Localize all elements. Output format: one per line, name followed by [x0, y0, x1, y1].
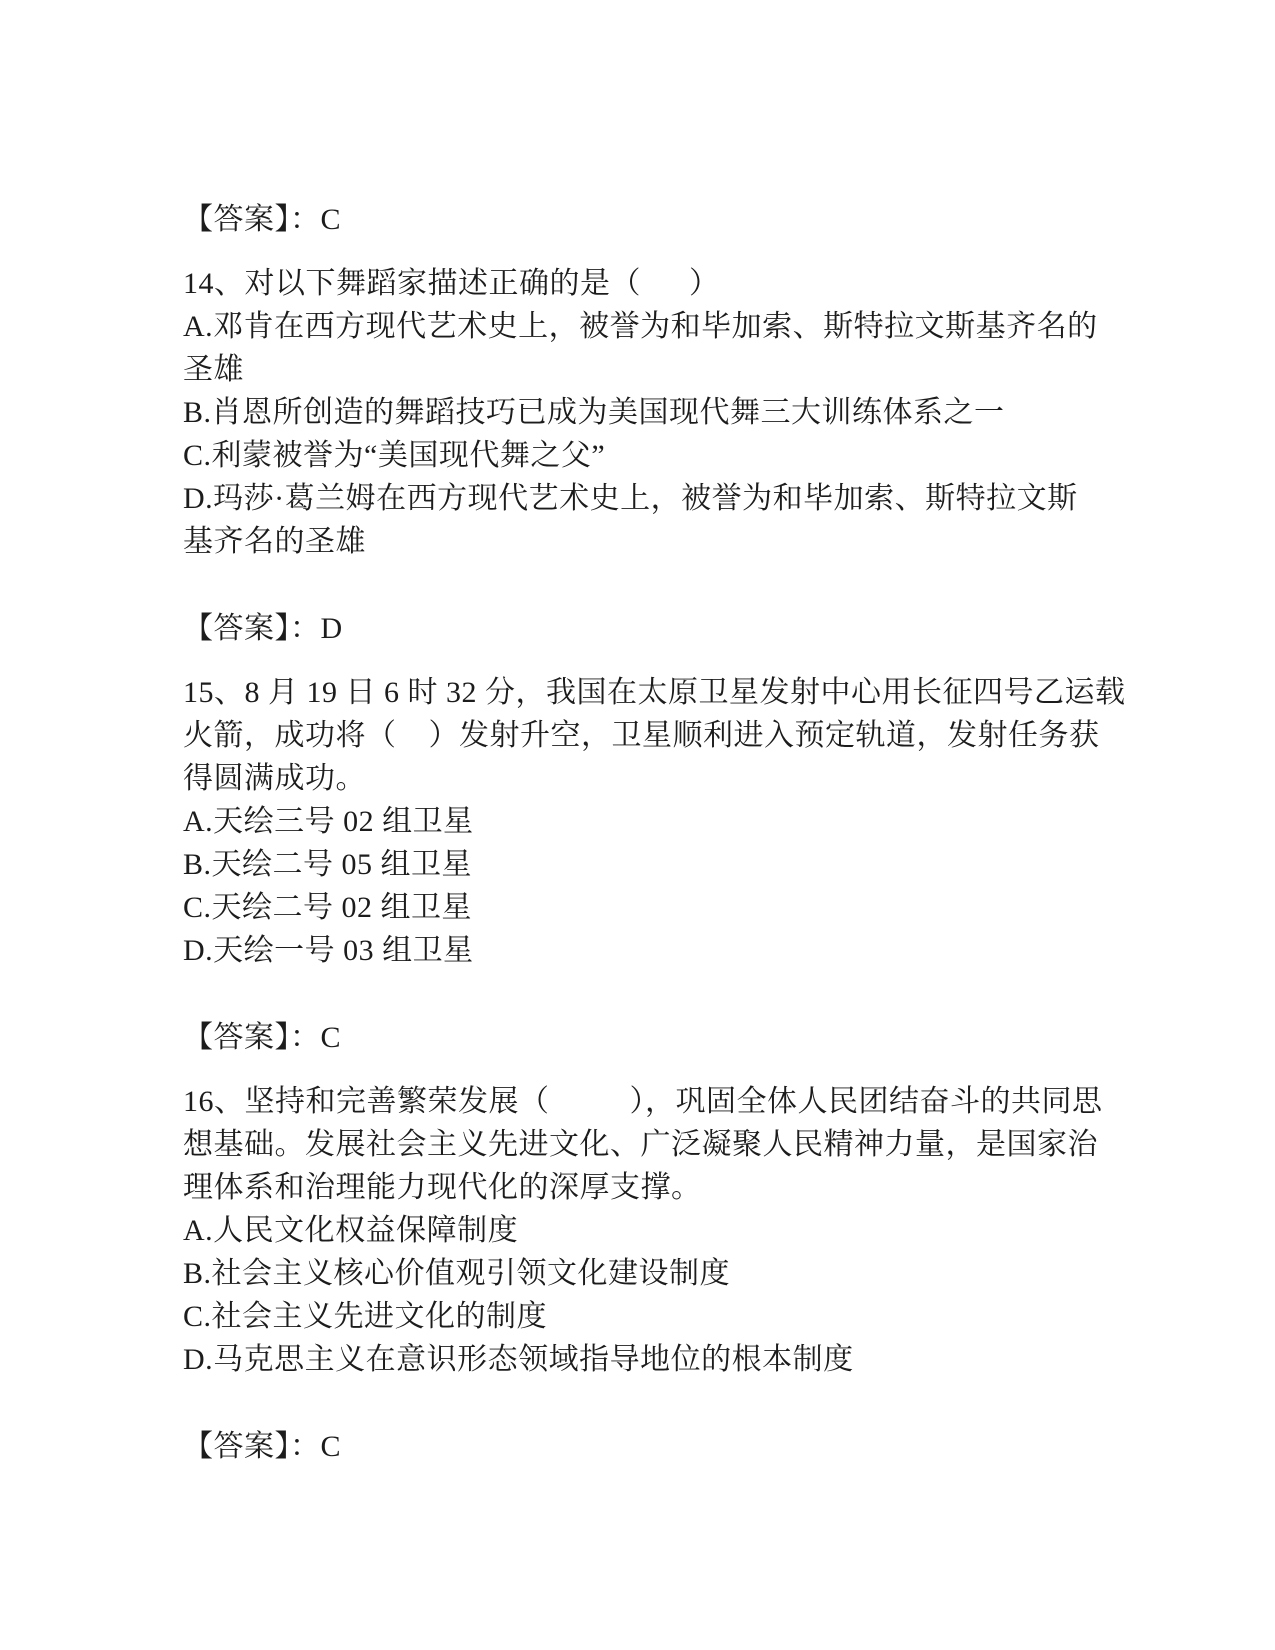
question-15-stem-line-2: 火箭，成功将（ ）发射升空，卫星顺利进入预定轨道，发射任务获 [183, 719, 1100, 752]
question-15-option-c: C.天绘二号 02 组卫星 [183, 891, 473, 924]
answer-block-q14 [183, 607, 1095, 650]
question-15-stem-line-3: 得圆满成功。 [183, 762, 366, 795]
answer-block-q13 [183, 198, 1095, 241]
question-16-option-a: A.人民文化权益保障制度 [183, 1214, 519, 1247]
question-15-stem-line-1: 15、8 月 19 日 6 时 32 分，我国在太原卫星发射中心用长征四号乙运载 [183, 676, 1126, 709]
question-15-option-a: A.天绘三号 02 组卫星 [183, 805, 474, 838]
answer-line-q16: 【答案】：C [183, 1430, 342, 1463]
answer-block-q16 [183, 1425, 1095, 1468]
question-16-stem-line-1: 16、坚持和完善繁荣发展（ ），巩固全体人民团结奋斗的共同思 [183, 1085, 1103, 1118]
answer-line-q15: 【答案】：C [183, 1021, 342, 1054]
question-14-option-c: C.利蒙被誉为“美国现代舞之父” [183, 439, 606, 472]
question-16-block [183, 1080, 1103, 1381]
question-14-option-a-line-1: A.邓肯在西方现代艺术史上，被誉为和毕加索、斯特拉文斯基齐名的 [183, 310, 1098, 343]
question-14-block [183, 262, 1098, 563]
question-14-stem: 14、对以下舞蹈家描述正确的是（ ） [183, 267, 720, 300]
answer-line-q14: 【答案】：D [183, 612, 343, 645]
question-14-option-d-line-1: D.玛莎·葛兰姆在西方现代艺术史上，被誉为和毕加索、斯特拉文斯 [183, 482, 1078, 515]
question-16-option-b: B.社会主义核心价值观引领文化建设制度 [183, 1257, 731, 1290]
question-14-option-b: B.肖恩所创造的舞蹈技巧已成为美国现代舞三大训练体系之一 [183, 396, 1005, 429]
question-16-stem-line-2: 想基础。发展社会主义先进文化、广泛凝聚人民精神力量，是国家治 [183, 1128, 1098, 1161]
question-14-option-a-line-2: 圣雄 [183, 353, 244, 386]
question-16-option-d: D.马克思主义在意识形态领域指导地位的根本制度 [183, 1343, 854, 1376]
question-15-option-b: B.天绘二号 05 组卫星 [183, 848, 473, 881]
answer-line-q13: 【答案】：C [183, 203, 342, 236]
answer-block-q15 [183, 1016, 1095, 1059]
question-16-option-c: C.社会主义先进文化的制度 [183, 1300, 548, 1333]
question-16-stem-line-3: 理体系和治理能力现代化的深厚支撑。 [183, 1171, 702, 1204]
question-15-block [183, 671, 1126, 972]
question-14-option-d-line-2: 基齐名的圣雄 [183, 525, 366, 558]
question-15-option-d: D.天绘一号 03 组卫星 [183, 934, 474, 967]
